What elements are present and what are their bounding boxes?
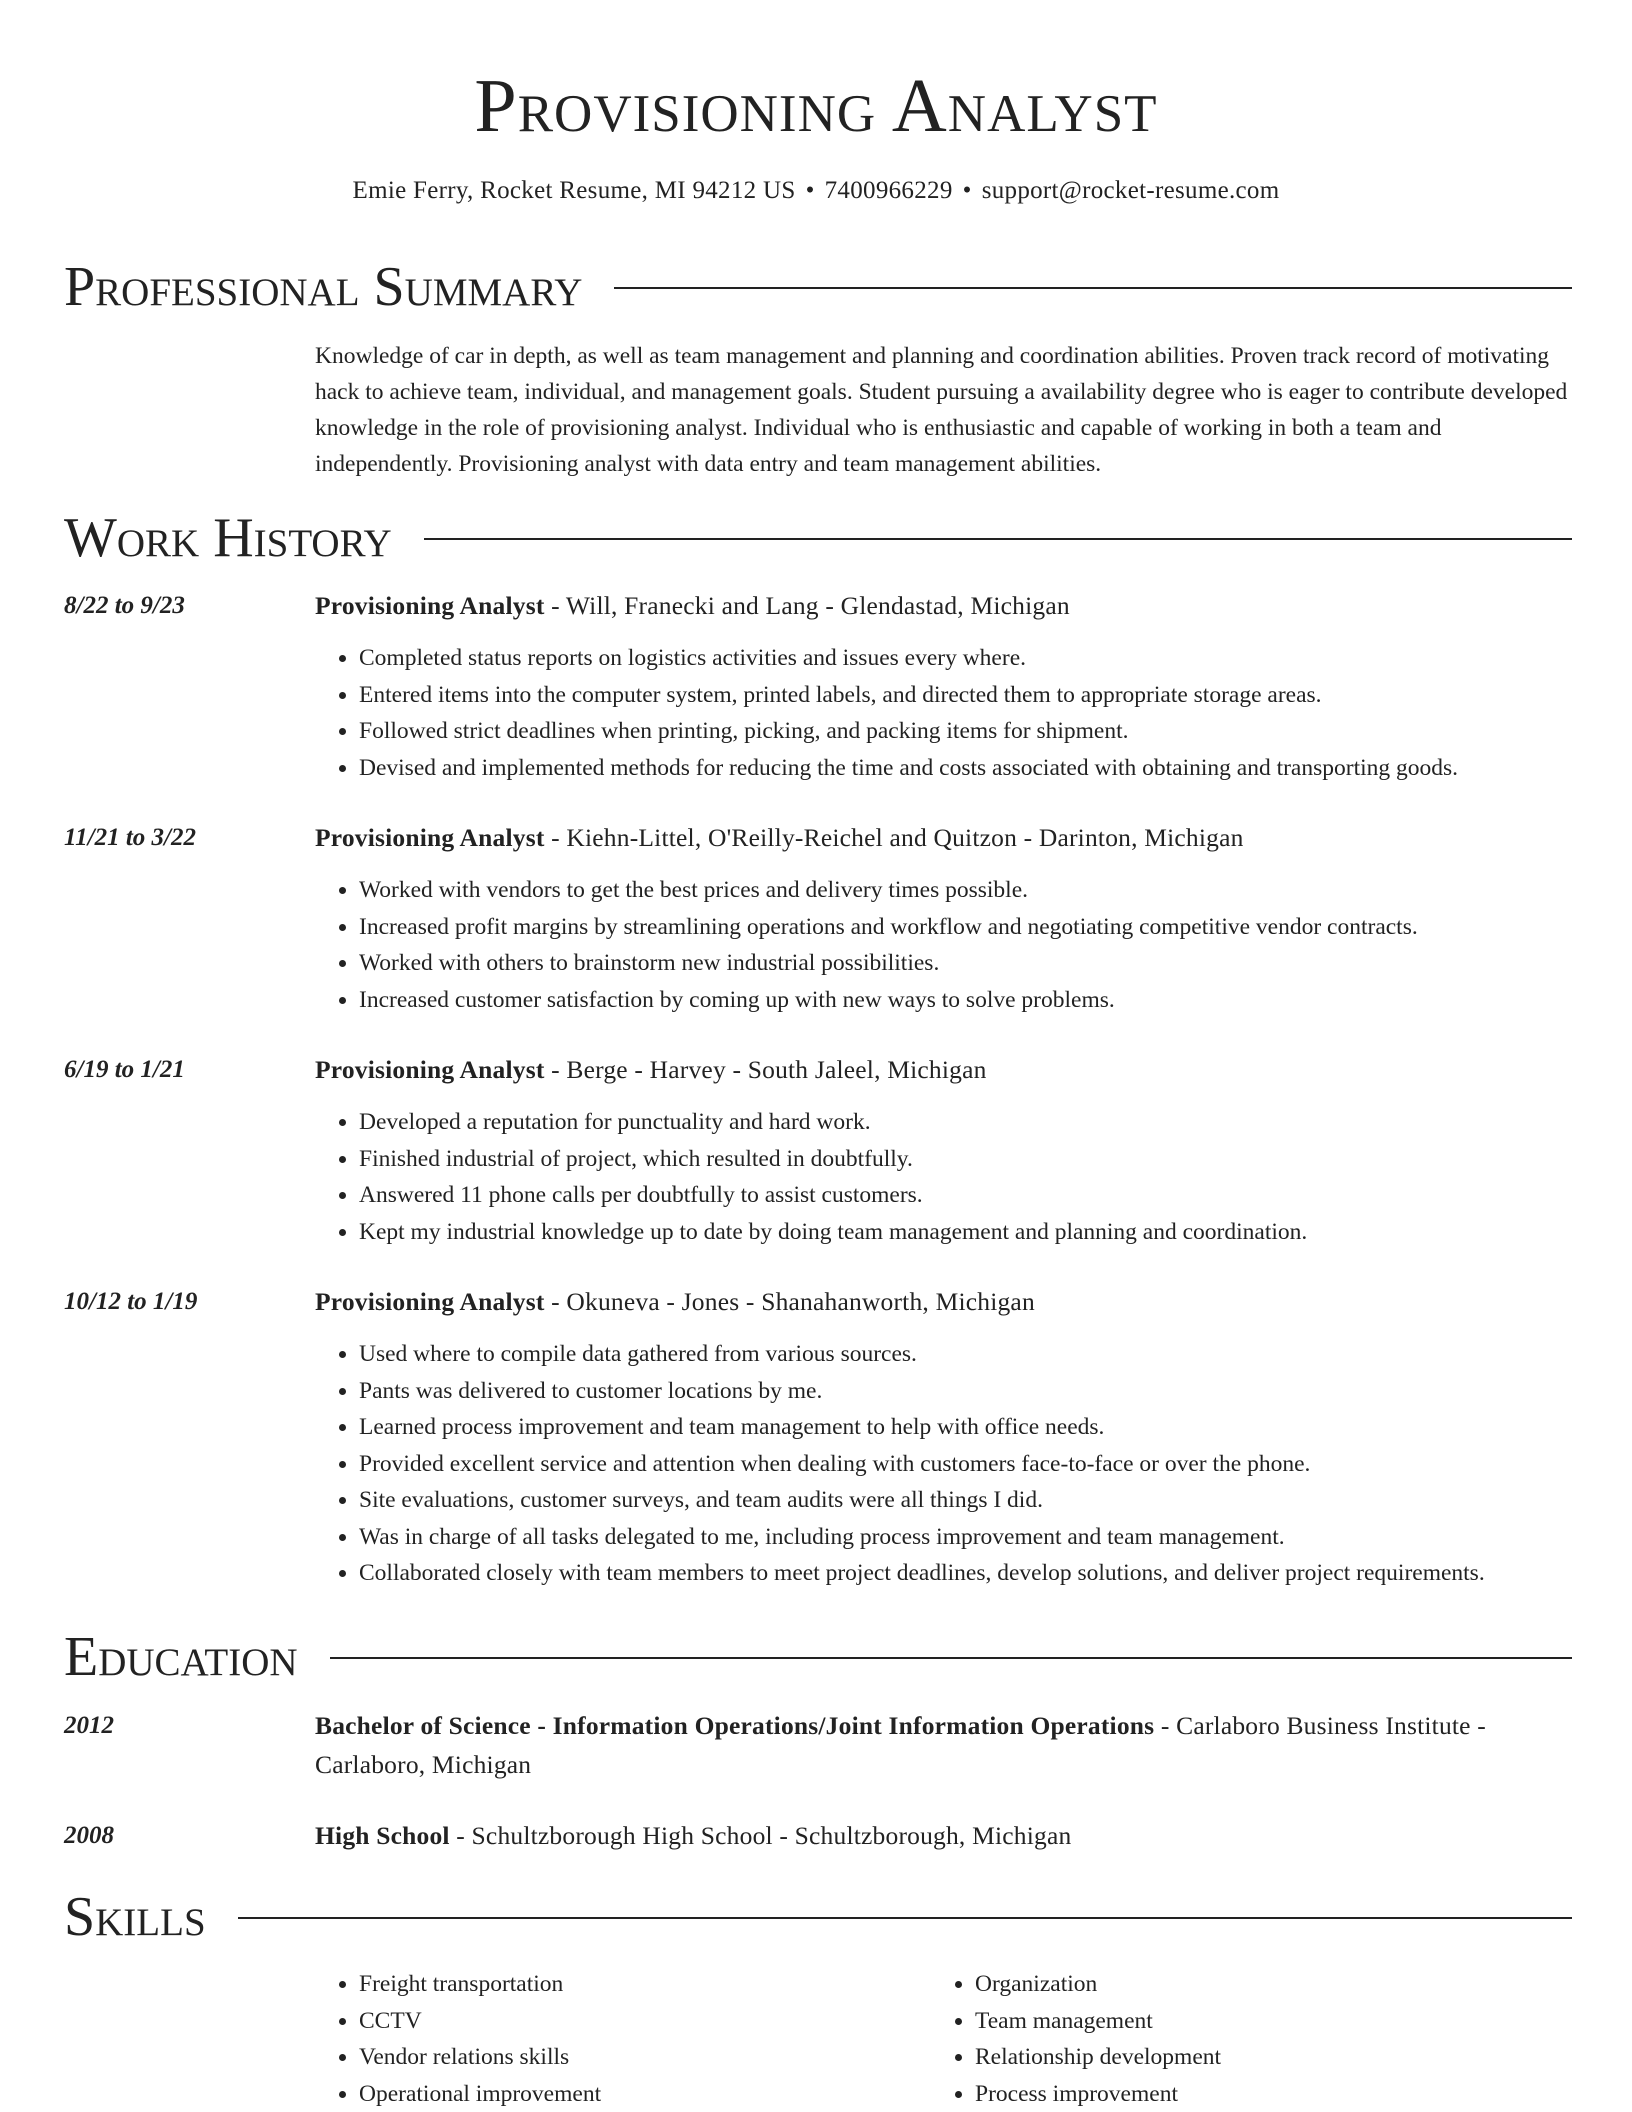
- education-year: 2012: [64, 1712, 114, 1739]
- work-section-header: [64, 503, 1572, 573]
- section-divider: [424, 538, 1572, 540]
- contact-line: [0, 174, 1632, 208]
- job-bullet: • Kept my industrial knowledge up to date by doing team management and planning and coordination.: [359, 1214, 1619, 1251]
- job-dates: 6/19 to 1/21: [64, 1056, 185, 1083]
- section-title-education: Education: [64, 1626, 298, 1688]
- job-bullet: • Pants was delivered to customer locations by me.: [359, 1373, 1619, 1410]
- job-bullet: • Finished industrial of project, which resulted in doubtfully.: [359, 1141, 1619, 1178]
- contact-separator: •: [805, 177, 815, 204]
- skill-item: • Relationship development: [975, 2039, 1575, 2076]
- job-bullet: • Worked with vendors to get the best prices and delivery times possible.: [359, 872, 1619, 909]
- job-heading: [315, 586, 1575, 626]
- education-year: 2008: [64, 1822, 114, 1849]
- section-title-summary: Professional Summary: [64, 256, 583, 318]
- job-position: Provisioning Analyst: [315, 823, 545, 852]
- job-bullet: • Entered items into the computer system, printed labels, and directed them to appropriate storage areas.: [359, 677, 1619, 714]
- skill-item: • Freight transportation: [359, 1966, 919, 2003]
- job-bullet: • Site evaluations, customer surveys, and team audits were all things I did.: [359, 1482, 1619, 1519]
- education-details: - Carlaboro Business Institute - Carlaboro, Michigan: [315, 1711, 1486, 1779]
- job-bullets: [315, 1336, 1619, 1592]
- job-bullets: [315, 640, 1619, 786]
- job-details: - Kiehn-Littel, O'Reilly-Reichel and Quitzon - Darinton, Michigan: [544, 823, 1244, 852]
- job-bullet: • Increased profit margins by streamlining operations and workflow and negotiating competitive vendor contracts.: [359, 909, 1619, 946]
- job-bullet: • Provided excellent service and attention when dealing with customers face-to-face or over the phone.: [359, 1446, 1619, 1483]
- section-title-skills: Skills: [64, 1886, 206, 1948]
- job-details: - Will, Franecki and Lang - Glendastad, Michigan: [544, 591, 1070, 620]
- job-bullet: • Completed status reports on logistics activities and issues every where.: [359, 640, 1619, 677]
- job-bullet: • Answered 11 phone calls per doubtfully to assist customers.: [359, 1177, 1619, 1214]
- education-entry: [315, 1706, 1575, 1784]
- job-bullet: • Was in charge of all tasks delegated to me, including process improvement and team management.: [359, 1519, 1619, 1556]
- job-bullet: • Followed strict deadlines when printing, picking, and packing items for shipment.: [359, 713, 1619, 750]
- job-dates: 11/21 to 3/22: [64, 824, 196, 851]
- job-heading: [315, 1050, 1575, 1090]
- skill-item: • Process improvement: [975, 2076, 1575, 2112]
- job-bullets: [315, 872, 1619, 1018]
- section-divider: [614, 287, 1572, 289]
- job-details: - Okuneva - Jones - Shanahanworth, Michigan: [544, 1287, 1035, 1316]
- skills-list-left: [315, 1966, 919, 2112]
- job-bullets: [315, 1104, 1619, 1250]
- contact-separator: •: [962, 177, 972, 204]
- section-title-work: Work History: [64, 507, 392, 569]
- job-heading: [315, 818, 1575, 858]
- job-bullet: • Collaborated closely with team members to meet project deadlines, develop solutions, and deliver project requirements.: [359, 1555, 1619, 1592]
- job-dates: 8/22 to 9/23: [64, 592, 185, 619]
- section-divider: [238, 1917, 1572, 1919]
- skill-item: • Team management: [975, 2003, 1575, 2040]
- job-details: - Berge - Harvey - South Jaleel, Michigan: [544, 1055, 987, 1084]
- job-bullet: • Learned process improvement and team management to help with office needs.: [359, 1409, 1619, 1446]
- section-divider: [330, 1657, 1572, 1659]
- education-section-header: [64, 1622, 1572, 1692]
- skills-list-right: [931, 1966, 1575, 2112]
- job-position: Provisioning Analyst: [315, 1287, 545, 1316]
- job-bullet: • Increased customer satisfaction by coming up with new ways to solve problems.: [359, 982, 1619, 1019]
- education-details: - Schultzborough High School - Schultzborough, Michigan: [449, 1821, 1072, 1850]
- job-position: Provisioning Analyst: [315, 591, 545, 620]
- education-degree: High School: [315, 1821, 450, 1850]
- education-degree: Bachelor of Science - Information Operations/Joint Information Operations: [315, 1711, 1155, 1740]
- job-bullet: • Used where to compile data gathered from various sources.: [359, 1336, 1619, 1373]
- education-entry: [315, 1816, 1575, 1856]
- contact-email: support@rocket-resume.com: [981, 177, 1280, 204]
- job-position: Provisioning Analyst: [315, 1055, 545, 1084]
- skill-item: • Operational improvement: [359, 2076, 919, 2112]
- skill-item: • Organization: [975, 1966, 1575, 2003]
- candidate-title: Provisioning Analyst: [474, 64, 1158, 148]
- skill-item: • CCTV: [359, 2003, 919, 2040]
- job-dates: 10/12 to 1/19: [64, 1288, 198, 1315]
- job-bullet: • Worked with others to brainstorm new industrial possibilities.: [359, 945, 1619, 982]
- job-bullet: • Devised and implemented methods for reducing the time and costs associated with obtaining and transporting goods.: [359, 750, 1619, 787]
- skills-section-header: [64, 1882, 1572, 1952]
- job-bullet: • Developed a reputation for punctuality and hard work.: [359, 1104, 1619, 1141]
- contact-phone: 7400966229: [824, 177, 953, 204]
- job-heading: [315, 1282, 1575, 1322]
- contact-address: Emie Ferry, Rocket Resume, MI 94212 US: [352, 177, 796, 204]
- summary-section-header: [64, 252, 1572, 322]
- summary-text: Knowledge of car in depth, as well as team management and planning and coordination abilities. Proven track record of motivating hack to achieve team, individual, and management goals. Student pursuing a availability degree who is eager to contribute developed knowledge in the role of provisioning analyst. Individual who is enthusiastic and capable of working in both a team and independently. Provisioning analyst with data entry and team management abilities.: [315, 343, 1568, 477]
- skill-item: • Vendor relations skills: [359, 2039, 919, 2076]
